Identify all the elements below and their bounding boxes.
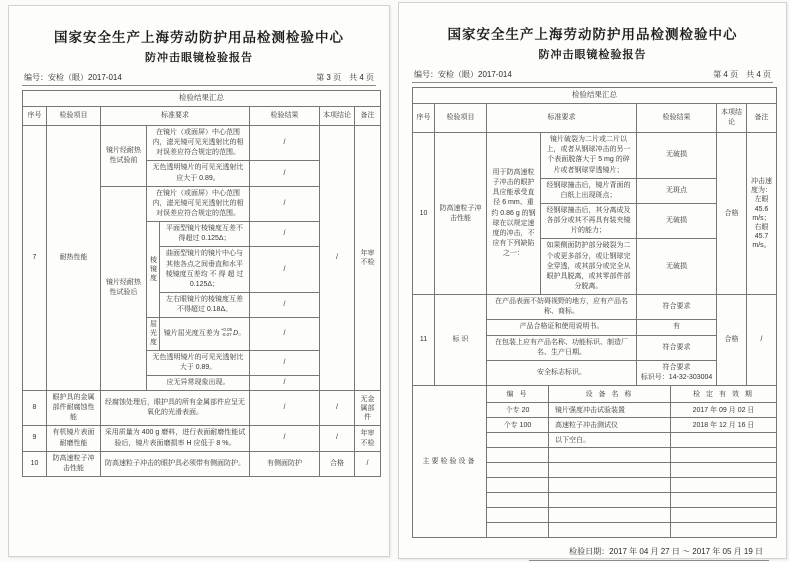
result-value: / (250, 222, 320, 247)
mark-id: 标识号：14-32-303004 (640, 373, 713, 381)
item11-conclusion: 合格 (717, 295, 747, 386)
results-summary-table (412, 87, 777, 386)
result-value: / (250, 247, 320, 293)
result-value: / (250, 161, 320, 186)
result-value: / (250, 375, 320, 390)
requirement-text: 在镜片（或面屏）中心范围内，滤光镜可见光透射比的相对误差应符合规定的范围。 (147, 186, 250, 221)
report-page-3 (8, 5, 390, 557)
col-header-result: 检验结果 (250, 106, 320, 125)
item10-name: 防高速粒子冲击性能 (435, 133, 487, 295)
center-title: 国家安全生产上海劳动防护用品检测检验中心 (54, 30, 344, 45)
result-value: 无破损 (637, 133, 717, 179)
item11-seq: 11 (413, 295, 435, 386)
eq-col-header-valid: 检 定 有 效 期 (671, 386, 777, 403)
equipment-no (487, 433, 549, 448)
item11-name: 标 识 (435, 295, 487, 386)
report-subtitle: 防冲击眼镜检验报告 (538, 49, 647, 61)
result-value: / (250, 186, 320, 221)
results-summary-table (22, 90, 381, 477)
prism-label: 棱镜度 (147, 222, 160, 318)
table-caption: 检验结果汇总 (413, 88, 777, 104)
conclusion-value: / (320, 390, 355, 425)
remark-value: / (355, 451, 381, 476)
result-value: / (250, 126, 320, 161)
inspection-date-line (412, 546, 773, 561)
equipment-label: 主要检验设备 (413, 386, 487, 538)
col-header-conclusion: 本项结论 (320, 106, 355, 125)
item8-seq: 8 (23, 390, 47, 425)
requirement-text: 镜片破裂为二片或二片以上，或者从钢球冲击的另一个表面脱落大于 5 mg 的碎片或者钢球穿透镜片； (541, 133, 637, 179)
result-value: / (250, 426, 320, 451)
equipment-name: 以下空白。 (549, 433, 671, 448)
item8-name: 眼护具的金属部件耐腐蚀性能 (47, 390, 101, 425)
diopter-label: 屈光度 (147, 318, 160, 350)
table-row (23, 126, 381, 161)
page-indicator: 第 3 页 共 4 页 (316, 73, 374, 82)
meta-line (412, 69, 773, 83)
equipment-valid-date: 2017 年 09 月 02 日 (671, 403, 777, 418)
result-value: / (250, 350, 320, 375)
item7-before-label: 镜片经耐热性试验前 (101, 126, 147, 187)
equipment-valid-date: 2018 年 12 月 16 日 (671, 418, 777, 433)
col-header-remark: 备注 (355, 106, 381, 125)
item10-seq: 10 (413, 133, 435, 295)
requirement-text: 左右眼镜片的棱镜度互差不得超过 0.18Δ。 (160, 292, 250, 317)
report-number: 编号：安检（眼）2017-014 (414, 70, 512, 79)
diopter-tolerance: +0.05 -0.07 (220, 327, 233, 338)
table-row (23, 451, 381, 476)
page-indicator: 第 4 页 共 4 页 (713, 70, 771, 79)
equipment-valid-date (671, 433, 777, 448)
report-page-4 (398, 2, 787, 559)
inspection-date: 检验日期：2017 年 04 月 27 日 ～ 2017 年 05 月 19 日 (529, 546, 769, 561)
item7-conclusion: / (320, 126, 355, 391)
table-caption: 检验结果汇总 (23, 91, 381, 107)
report-subtitle: 防冲击眼镜检验报告 (145, 52, 253, 64)
item10-remark: 冲击速度为：左眼 45.6 m/s；右眼 45.7 m/s。 (747, 133, 777, 295)
col-header-item: 检验项目 (435, 103, 487, 132)
result-value: 符合要求 标识号：14-32-303004 (637, 360, 717, 385)
equipment-table (412, 385, 777, 538)
result-value: 有 (637, 320, 717, 335)
col-header-seq: 序号 (23, 106, 47, 125)
table-row (413, 295, 777, 320)
col-header-item: 检验项目 (47, 106, 101, 125)
result-value: 有侧面防护 (250, 451, 320, 476)
requirement-text: 在产品表面不妨碍视野的地方，应有产品名称、商标。 (487, 295, 637, 320)
meta-line (22, 72, 376, 86)
equipment-name: 镜片强度冲击试验装置 (549, 403, 671, 418)
item9-seq: 9 (23, 426, 47, 451)
eq-col-header-no: 编 号 (487, 386, 549, 403)
requirement-text: 无色透明镜片的可见光透射比应大于 0.89。 (147, 161, 250, 186)
table-row (23, 390, 381, 425)
col-header-seq: 序号 (413, 103, 435, 132)
item10-conclusion: 合格 (717, 133, 747, 295)
table-row (413, 386, 777, 403)
result-value: / (250, 318, 320, 350)
requirement-text: 经钢球撞击后，镜片背面的白纸上出现斑点； (541, 178, 637, 203)
equipment-no: 个专 100 (487, 418, 549, 433)
result-value: 无破损 (637, 204, 717, 239)
conclusion-value: / (320, 426, 355, 451)
item9-name: 有机镜片表面耐磨性能 (47, 426, 101, 451)
result-value: 无斑点 (637, 178, 717, 203)
item7-name: 耐热性能 (47, 126, 101, 391)
requirement-text: 安全标志标识。 (487, 360, 637, 385)
result-value: 符合要求 (637, 295, 717, 320)
remark-value: 年审不检 (355, 426, 381, 451)
requirement-text: 采用质量为 400 g 磨料，进行表面耐磨性能试验后，镜片表面磨损率 H 应低于 8 %。 (101, 426, 250, 451)
requirement-text: 在包装上应有产品名称、功能标识、制造厂名、生产日期。 (487, 335, 637, 360)
item7-seq: 7 (23, 126, 47, 391)
item10-name: 防高速粒子冲击性能 (47, 451, 101, 476)
result-value: 符合要求 (637, 335, 717, 360)
requirement-text: 如果侧面防护部分破裂为二个或更多部分，或让钢球完全穿透，或其部分或完全从眼护具脱离，或其零部件部分脱离。 (541, 239, 637, 295)
requirement-text: 经腐蚀处理后，眼护具的所有金属部件应呈无氧化的光滑表面。 (101, 390, 250, 425)
equipment-no: 个专 20 (487, 403, 549, 418)
col-header-conclusion: 本项结论 (717, 103, 747, 132)
item11-remark: / (747, 295, 777, 386)
col-header-remark: 备注 (747, 103, 777, 132)
col-header-result: 检验结果 (637, 103, 717, 132)
result-value: / (250, 390, 320, 425)
item10-seq: 10 (23, 451, 47, 476)
requirement-text: 应无异常现象出现。 (147, 375, 250, 390)
requirement-text: 镜片屈光度互差为 +0.05 -0.07 D。 (160, 318, 250, 350)
item7-remark: 年审不检 (355, 126, 381, 391)
item10-intro: 用于防高速粒子冲击的眼护具应能承受直径 6 mm、重约 0.86 g 的钢球在以规定速度的冲击，不应有下列缺陷之一： (487, 133, 541, 295)
col-header-standard: 标准要求 (487, 103, 637, 132)
requirement-text: 在镜片（或面屏）中心范围内，滤光镜可见光透射比的相对误差应符合规定的范围。 (147, 126, 250, 161)
table-row (23, 426, 381, 451)
col-header-standard: 标准要求 (101, 106, 250, 125)
requirement-text: 平面型镜片棱镜度互差不得超过 0.125Δ； (160, 222, 250, 247)
equipment-name: 高速粒子冲击测试仪 (549, 418, 671, 433)
item7-after-label: 镜片经耐热性试验后 (101, 186, 147, 390)
eq-col-header-name: 设 备 名 称 (549, 386, 671, 403)
requirement-text: 曲面型镜片的镜片中心与其他各点之间垂直和水平棱镜度互差均 不 得 超 过 0.125Δ； (160, 247, 250, 293)
requirement-text: 无色透明镜片的可见光透射比大于 0.89。 (147, 350, 250, 375)
conclusion-value: 合格 (320, 451, 355, 476)
requirement-text: 产品合格证和使用说明书。 (487, 320, 637, 335)
remark-value: 无金属部件 (355, 390, 381, 425)
requirement-text: 经钢球撞击后，其分离成及各部分或其不再具有装夹镜片的能力； (541, 204, 637, 239)
result-value: 无破损 (637, 239, 717, 295)
table-row (413, 133, 777, 179)
result-value: / (250, 292, 320, 317)
center-title: 国家安全生产上海劳动防护用品检测检验中心 (447, 27, 738, 42)
requirement-text: 防高速粒子冲击的眼护具必须带有侧面防护。 (101, 451, 250, 476)
report-number: 编号：安检（眼）2017-014 (24, 73, 122, 82)
